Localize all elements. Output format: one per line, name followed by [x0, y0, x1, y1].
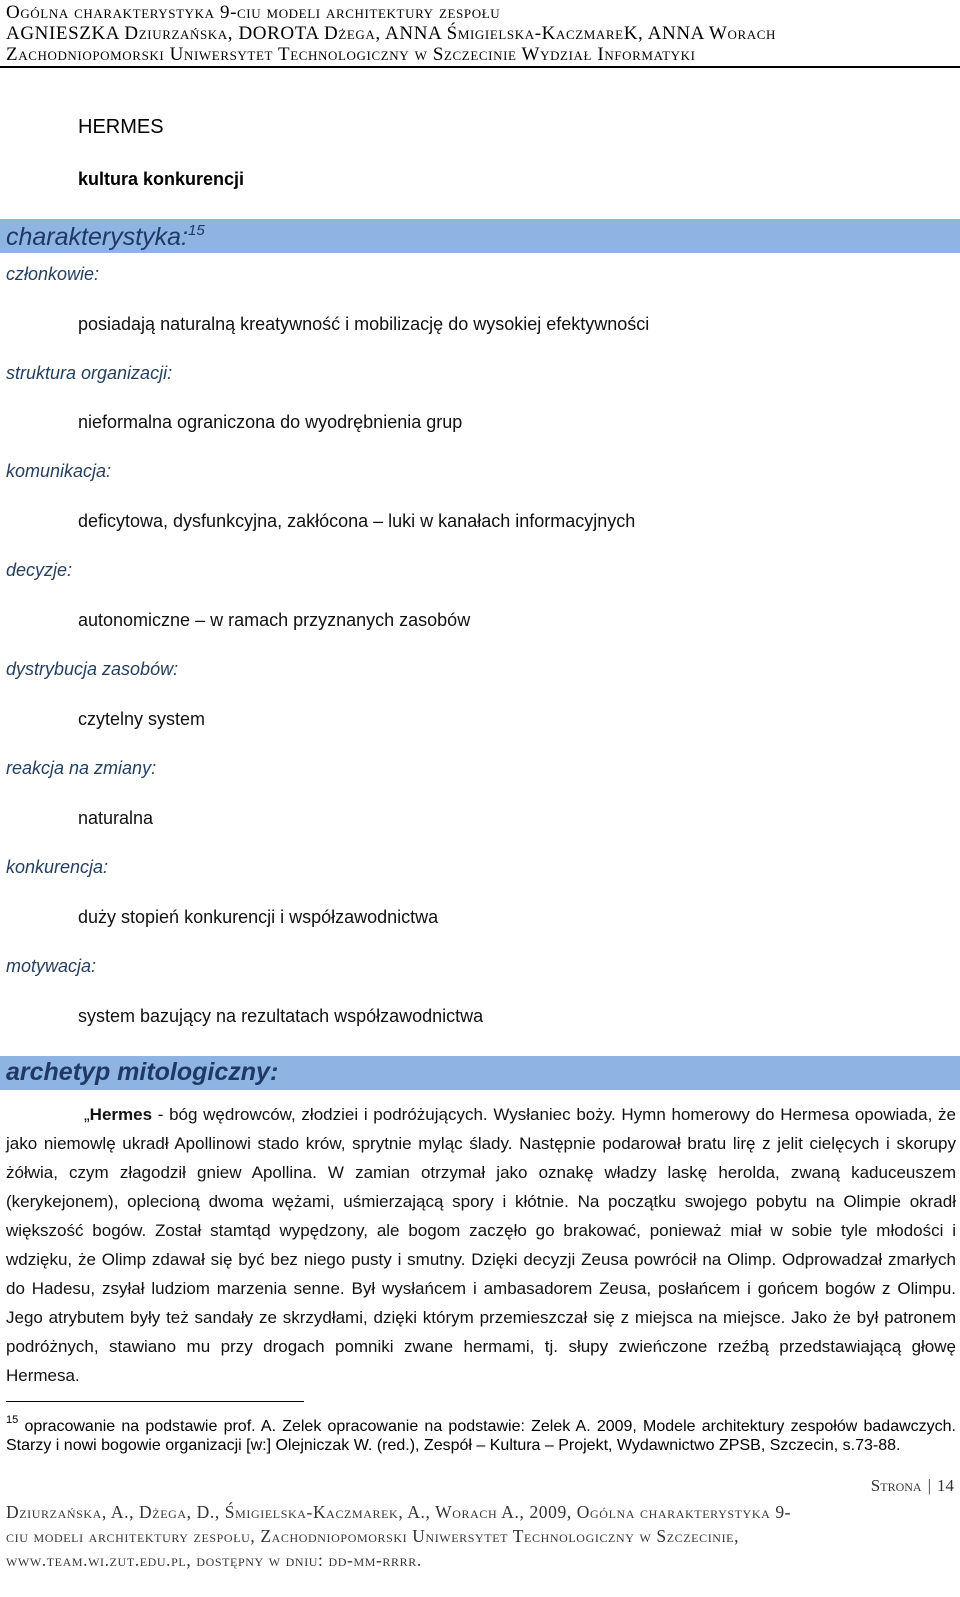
header-authors: AGNIESZKA Dziurzańska, DOROTA Dżega, ANNA Śmigielska-KaczmareK, ANNA Worach	[6, 23, 776, 44]
label-structure: struktura organizacji:	[6, 363, 173, 383]
label-communication: komunikacja:	[6, 461, 112, 481]
header-title: Ogólna charakterystyka 9-ciu modeli architektury zespołu	[6, 2, 501, 23]
header-divider	[0, 66, 960, 68]
label-members: członkowie:	[6, 264, 100, 284]
value-communication: deficytowa, dysfunkcyjna, zakłócona – luki w kanałach informacyjnych	[78, 511, 636, 531]
value-structure: nieformalna ograniczona do wyodrębnienia grup	[78, 412, 463, 432]
footnote-ref[interactable]: 15	[188, 222, 205, 239]
label-competition: konkurencja:	[6, 857, 109, 877]
page-header	[6, 2, 956, 65]
characteristics-heading: charakterystyka:$^{15}$	[6, 222, 205, 251]
value-resources: czytelny system	[78, 709, 206, 729]
label-change-reaction: reakcja na zmiany:	[6, 758, 157, 778]
label-decisions: decyzje:	[6, 560, 73, 580]
value-competition: duży stopień konkurencji i współzawodnictwa	[78, 907, 439, 927]
archetype-heading: archetyp mitologiczny:	[6, 1058, 279, 1086]
footnote-divider	[6, 1401, 304, 1402]
value-change-reaction: naturalna	[78, 808, 154, 828]
footer-citation-2: ciu modeli architektury zespołu, Zachodniopomorski Uniwersytet Technologiczny w Szczecinie,	[6, 1526, 740, 1546]
archetype-text: - bóg wędrowców, złodziei i podróżujących. Wysłaniec boży. Hymn homerowy do Hermesa opowiada, że jako niemowlę ukradł Apollinowi stado krów, sprytnie myląc ślady. Następnie podarował bratu lirę z jelit cielęcych i skorupy żółwia, czym złagodził gniew Apollina. W zamian otrzymał jako oznakę władzy laskę herolda, zwaną kaduceuszem (kerykejonem), oplecioną dwoma wężami, uśmierzającą spory i kłótnie. Na początku swojego pobytu na Olimpie okradł większość bogów. Został stamtąd wypędzony, ale bogom zaczęło go brakować, ponieważ miał w sobie tyle młodości i wdzięku, że Olimp zdawał się być bez niego pusty i smutny. Dzięki decyzji Zeusa powrócił na Olimp. Odprowadzał zmarłych do Hadesu, zsyłał ludziom marzenia senne. Był wysłańcem i ambasadorem Zeusa, posłańcem i gońcem bogów z Olimpu. Jego atrybutem były też sandały ze skrzydłami, dzięki którym przemieszczał się z miejsca na miejsce. Jako że był patronem podróżnych, stawiano mu przy drogach pomniki zwane hermami, tj. słupy zwieńczone rzeźbą przedstawiającą głowę Hermesa.	[6, 1105, 956, 1385]
archetype-name: Hermes	[89, 1105, 153, 1124]
footnote-number: 15	[6, 1414, 19, 1426]
footer-citation-1: Dziurzańska, A., Dżega, D., Śmigielska-Kaczmarek, A., Worach A., 2009, Ogólna charakterystyka 9-	[6, 1502, 792, 1522]
header-institution: Zachodniopomorski Uniwersytet Technologiczny w Szczecinie Wydział Informatyki	[6, 44, 696, 65]
footnote	[6, 1411, 956, 1455]
archetype-paragraph	[6, 1100, 956, 1390]
footnote-text: opracowanie na podstawie prof. A. Zelek opracowanie na podstawie: Zelek A. 2009, Modele architektury zespołów badawczych. Starzy i nowi bogowie organizacji [w:] Olejniczak W. (red.), Zespół – Kultura – Projekt, Wydawnictwo ZPSB, Szczecin, s.73-88.	[6, 1418, 956, 1454]
label-resources: dystrybucja zasobów:	[6, 659, 179, 679]
value-decisions: autonomiczne – w ramach przyznanych zasobów	[78, 610, 471, 630]
value-members: posiadają naturalną kreatywność i mobilizację do wysokiej efektywności	[78, 314, 650, 334]
page-number: Strona | 14	[870, 1476, 954, 1495]
page-footer	[6, 1500, 956, 1572]
value-motivation: system bazujący na rezultatach współzawodnictwa	[78, 1006, 484, 1026]
section-subtitle: kultura konkurencji	[78, 169, 245, 189]
footer-url[interactable]: www.team.wi.zut.edu.pl, dostępny w dniu: dd-mm-rrrr.	[6, 1550, 422, 1570]
label-motivation: motywacja:	[6, 956, 97, 976]
section-title: HERMES	[78, 116, 164, 138]
quote-mark: „	[84, 1105, 90, 1124]
